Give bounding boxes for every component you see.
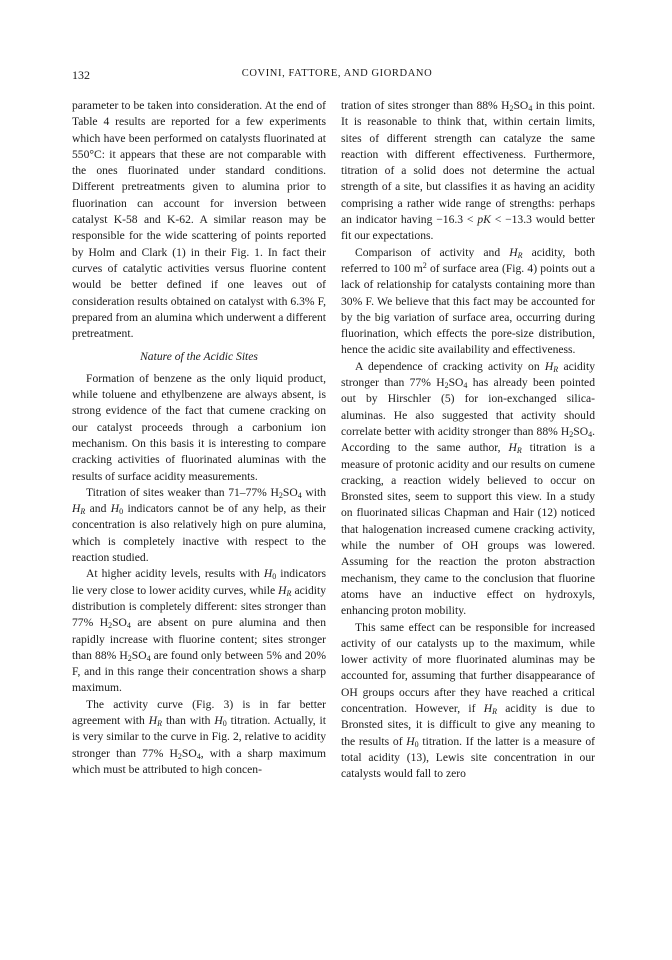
paragraph: Comparison of activity and $H_R$ acidity, both referred to 100 $m^2$ of surface area (Fig. 4) points out a lack of relationship for catalysts containing more than 30% F. We believe that this fact may be accounted for by the big variation of surface area, occurring during fluorination, which effects the pore-size distribution, hence the acidic site availability and effectiveness. [341, 245, 595, 357]
left-column [72, 98, 326, 778]
paragraph: Formation of benzene as the only liquid product, while toluene and ethylbenzene are always absent, is strong evidence of the fact that cumene cracking on our catalyst proceeds through a carbonium ion mechanism. On this basis it is interesting to compare cracking activities of fluorinated aluminas with the results of surface acidity measurements. [72, 371, 326, 483]
paragraph: A dependence of cracking activity on $H_R$ acidity stronger than 77% $H_2SO_4$ has already been pointed out by Hirschler (5) for ion-exchanged silica-aluminas. He also suggested that activity should correlate better with acidity stronger than 88% $H_2SO_4$. According to the same author, $H_R$ titration is a measure of protonic acidity and our results on cumene cracking, a reaction widely believed to occur on Bronsted sites, seem to support this view. In a study on fluorinated silicas Chapman and Hair (12) noticed that halogenation increased cumene cracking activity, while the number of OH groups was lowered. Assuming for the reaction the proton abstraction mechanism, they came to the conclusion that fluorine atoms have an inductive effect on hydroxyls, enhancing proton mobility. [341, 359, 596, 618]
paragraph: Titration of sites weaker than 71–77% $H_2SO_4$ with $H_R$ and $H_0$ indicators cannot be of any help, as their concentration is also relatively high on pure alumina, which is completely inactive with respect to the reaction studied. [72, 485, 326, 565]
paragraph: The activity curve (Fig. 3) is in far better agreement with $H_R$ than with $H_0$ titration. Actually, it is very similar to the curve in Fig. 2, relative to acidity stronger than 77% $H_2SO_4$, with a sharp maximum which must be attributed to high concen- [72, 697, 327, 776]
paragraph: This same effect can be responsible for increased activity of our catalysts up to the maximum, while lower activity of more fluorinated aluminas may be accounted for, assuming that further disappearance of OH groups occurs after they have reached a critical concentration. However, if $H_R$ acidity is due to Bronsted sites, it is difficult to give any meaning to the results of $H_0$ titration. If the latter is a measure of total acidity (13), Lewis site concentration in our catalysts would fall to zero [341, 620, 595, 781]
running-head: COVINI, FATTORE, AND GIORDANO [241, 68, 433, 79]
paragraph: parameter to be taken into consideration. At the end of Table 4 results are reported for a few experiments which have been performed on catalysts fluorinated at 550°C: it appears that these are not comparable with the ones fluorinated under standard conditions. Different pretreatments given to alumina prior to fluorination can account for inversion between catalyst K-58 and K-62. A similar reason may be responsible for the wide scattering of points reported by Holm and Clark (1) in their Fig. 1. In fact their curves of catalytic activities versus fluorine content would be better defined if one leaves out of consideration results obtained on catalyst with 6.3% F, prepared from an alumina which underwent a different pretreatment. [72, 99, 326, 341]
section-heading: Nature of the Acidic Sites [140, 350, 258, 364]
right-column [341, 98, 595, 782]
page-number: 132 [72, 68, 90, 82]
paragraph: At higher acidity levels, results with $H_0$ indicators lie very close to lower acidity curves, while $H_R$ acidity distribution is completely different: sites stronger than 77% $H_2SO_4$ are absent on pure alumina and then rapidly increase with fluorine content; sites stronger than 88% $H_2SO_4$ are found only between 5% and 20% F, and in this range their concentration shows a sharp maximum. [72, 567, 327, 695]
page-header [72, 68, 602, 84]
paragraph: tration of sites stronger than 88% $H_2SO_4$ in this point. It is reasonable to think that, within certain limits, sites of different strength can catalyze the same reaction with different effectiveness. Furthermore, titration of a solid does not determine the actual strength of a site, but classifies it as having an acidity comprising a rather wide range of strengths: perhaps an indicator having −16.3 < pK < −13.3 would better fit our expectations. [341, 99, 596, 243]
